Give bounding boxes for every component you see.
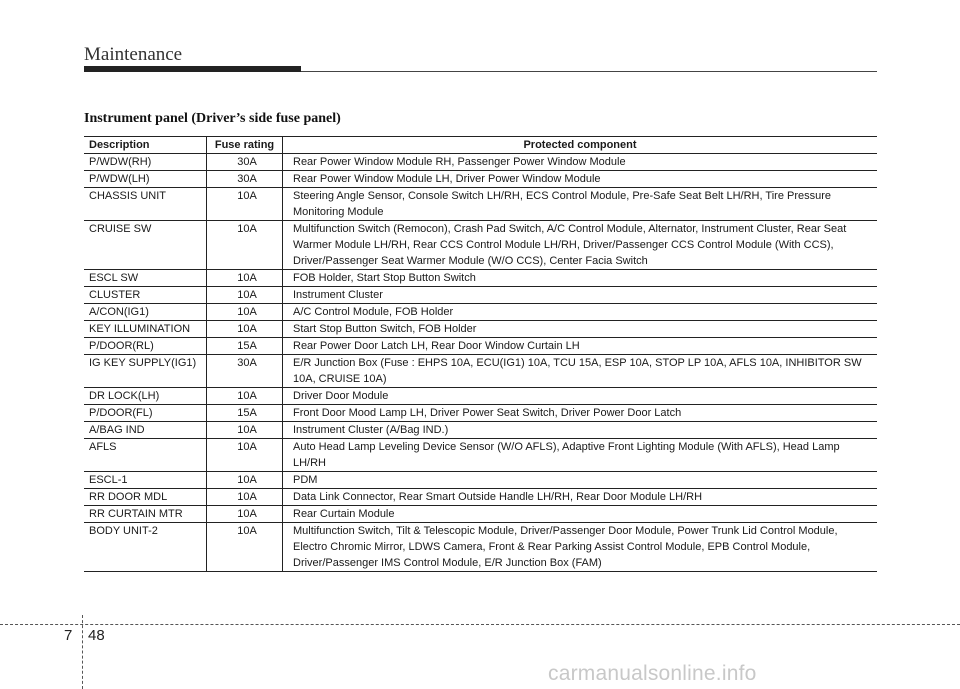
table-row <box>84 321 877 338</box>
footer-dashed-rule <box>0 624 960 625</box>
cell-description: KEY ILLUMINATION <box>84 321 207 338</box>
cell-fuse-rating: 10A <box>207 472 283 489</box>
cell-description: AFLS <box>84 439 207 472</box>
fuse-table-body <box>84 154 877 572</box>
fuse-table <box>84 136 877 572</box>
cell-description: CHASSIS UNIT <box>84 188 207 221</box>
cell-description: P/WDW(RH) <box>84 154 207 171</box>
table-row <box>84 523 877 572</box>
cell-description: RR DOOR MDL <box>84 489 207 506</box>
cell-description: CLUSTER <box>84 287 207 304</box>
cell-protected-component: E/R Junction Box (Fuse : EHPS 10A, ECU(IG1) 10A, TCU 15A, ESP 10A, STOP LP 10A, AFLS 10A, INHIBITOR SW 10A, CRUISE 10A) <box>283 355 878 388</box>
cell-fuse-rating: 30A <box>207 355 283 388</box>
cell-fuse-rating: 10A <box>207 270 283 287</box>
cell-fuse-rating: 10A <box>207 221 283 270</box>
cell-protected-component: Start Stop Button Switch, FOB Holder <box>283 321 878 338</box>
cell-protected-component: FOB Holder, Start Stop Button Switch <box>283 270 878 287</box>
cell-fuse-rating: 10A <box>207 422 283 439</box>
header-accent-bar <box>84 66 301 72</box>
cell-description: RR CURTAIN MTR <box>84 506 207 523</box>
cell-protected-component: Multifunction Switch (Remocon), Crash Pad Switch, A/C Control Module, Alternator, Instrument Cluster, Rear Seat Warmer Module LH/RH, Rear CCS Control Module LH/RH, Driver/Passenger CCS Control Module (With CCS), Driver/Passenger Seat Warmer Module (W/O CCS), Center Facia Switch <box>283 221 878 270</box>
table-row <box>84 439 877 472</box>
section-title: Instrument panel (Driver’s side fuse panel) <box>84 111 341 126</box>
cell-protected-component: A/C Control Module, FOB Holder <box>283 304 878 321</box>
column-header-fuse-rating: Fuse rating <box>207 137 283 154</box>
cell-description: P/WDW(LH) <box>84 171 207 188</box>
cell-description: DR LOCK(LH) <box>84 388 207 405</box>
column-header-description: Description <box>84 137 207 154</box>
chapter-number: 7 <box>64 627 73 644</box>
cell-description: ESCL-1 <box>84 472 207 489</box>
table-row <box>84 154 877 171</box>
cell-protected-component: Instrument Cluster <box>283 287 878 304</box>
table-row <box>84 422 877 439</box>
cell-fuse-rating: 30A <box>207 171 283 188</box>
cell-fuse-rating: 10A <box>207 489 283 506</box>
cell-description: CRUISE SW <box>84 221 207 270</box>
table-row <box>84 188 877 221</box>
footer-dashed-divider <box>82 615 83 689</box>
cell-protected-component: Rear Power Window Module LH, Driver Power Window Module <box>283 171 878 188</box>
cell-fuse-rating: 10A <box>207 287 283 304</box>
table-row <box>84 304 877 321</box>
table-row <box>84 270 877 287</box>
cell-protected-component: Driver Door Module <box>283 388 878 405</box>
cell-fuse-rating: 10A <box>207 439 283 472</box>
cell-protected-component: Front Door Mood Lamp LH, Driver Power Seat Switch, Driver Power Door Latch <box>283 405 878 422</box>
cell-protected-component: Steering Angle Sensor, Console Switch LH/RH, ECS Control Module, Pre-Safe Seat Belt LH/RH, Tire Pressure Monitoring Module <box>283 188 878 221</box>
cell-fuse-rating: 10A <box>207 321 283 338</box>
page-header-title: Maintenance <box>84 44 183 65</box>
cell-description: IG KEY SUPPLY(IG1) <box>84 355 207 388</box>
cell-protected-component: PDM <box>283 472 878 489</box>
cell-fuse-rating: 10A <box>207 388 283 405</box>
cell-description: A/BAG IND <box>84 422 207 439</box>
table-row <box>84 171 877 188</box>
table-row <box>84 388 877 405</box>
header-rule <box>301 71 877 72</box>
cell-protected-component: Instrument Cluster (A/Bag IND.) <box>283 422 878 439</box>
cell-protected-component: Rear Power Door Latch LH, Rear Door Window Curtain LH <box>283 338 878 355</box>
cell-description: P/DOOR(RL) <box>84 338 207 355</box>
cell-description: P/DOOR(FL) <box>84 405 207 422</box>
table-row <box>84 221 877 270</box>
cell-description: ESCL SW <box>84 270 207 287</box>
table-header-row <box>84 137 877 154</box>
cell-fuse-rating: 15A <box>207 405 283 422</box>
column-header-protected-component: Protected component <box>283 137 878 154</box>
table-row <box>84 489 877 506</box>
page-number: 48 <box>88 627 105 644</box>
cell-fuse-rating: 30A <box>207 154 283 171</box>
cell-protected-component: Data Link Connector, Rear Smart Outside Handle LH/RH, Rear Door Module LH/RH <box>283 489 878 506</box>
table-row <box>84 472 877 489</box>
table-row <box>84 338 877 355</box>
cell-fuse-rating: 10A <box>207 304 283 321</box>
table-row <box>84 355 877 388</box>
cell-fuse-rating: 15A <box>207 338 283 355</box>
cell-protected-component: Rear Power Window Module RH, Passenger Power Window Module <box>283 154 878 171</box>
table-row <box>84 506 877 523</box>
cell-description: A/CON(IG1) <box>84 304 207 321</box>
cell-description: BODY UNIT-2 <box>84 523 207 572</box>
table-row <box>84 405 877 422</box>
cell-fuse-rating: 10A <box>207 523 283 572</box>
cell-protected-component: Rear Curtain Module <box>283 506 878 523</box>
cell-fuse-rating: 10A <box>207 506 283 523</box>
watermark: carmanualsonline.info <box>548 662 757 685</box>
cell-protected-component: Auto Head Lamp Leveling Device Sensor (W/O AFLS), Adaptive Front Lighting Module (With AFLS), Head Lamp LH/RH <box>283 439 878 472</box>
cell-protected-component: Multifunction Switch, Tilt & Telescopic Module, Driver/Passenger Door Module, Power Trunk Lid Control Module, Electro Chromic Mirror, LDWS Camera, Front & Rear Parking Assist Control Module, EPB Control Module, Driver/Passenger IMS Control Module, E/R Junction Box (FAM) <box>283 523 878 572</box>
cell-fuse-rating: 10A <box>207 188 283 221</box>
table-row <box>84 287 877 304</box>
